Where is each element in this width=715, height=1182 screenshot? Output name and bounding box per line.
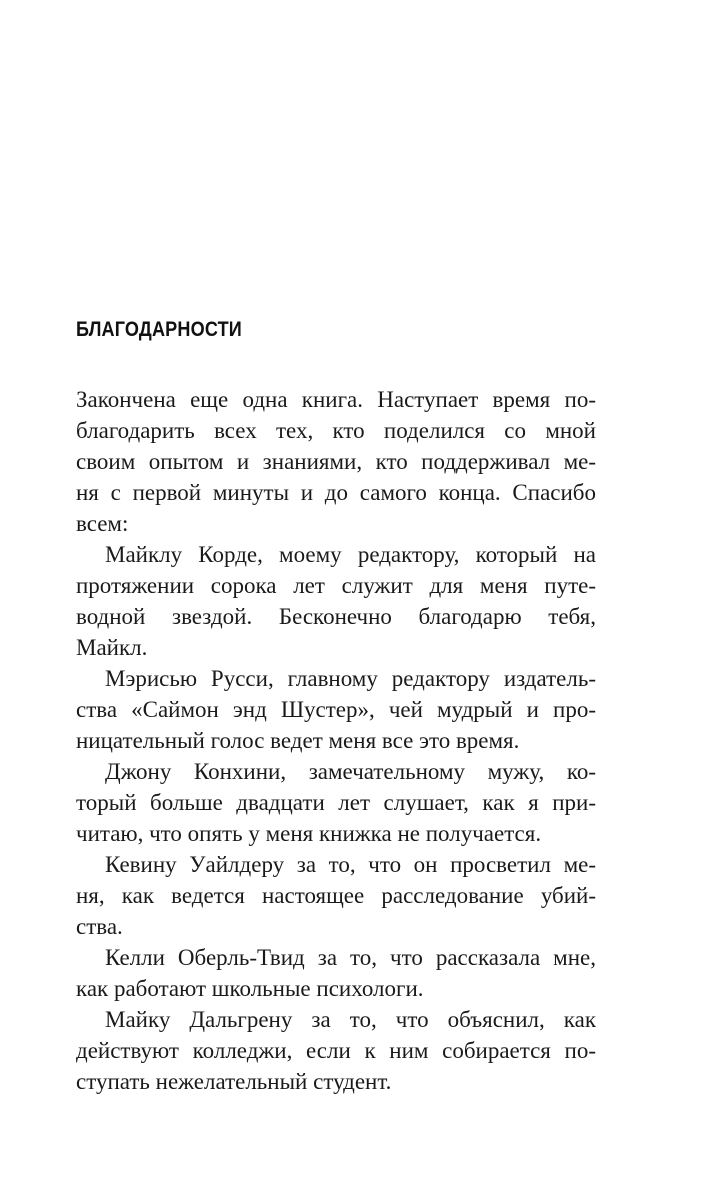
acknowledgements-text	[76, 384, 596, 1097]
text-line: своим опытом и знаниями, кто поддерживал ме-	[76, 449, 596, 474]
text-line: читаю, что опять у меня книжка не получается.	[76, 821, 542, 846]
text-line: ня, как ведется настоящее расследование убий-	[76, 883, 596, 908]
text-line: всем:	[76, 511, 129, 536]
text-line: ства.	[76, 914, 123, 939]
text-line: ницательный голос ведет меня все это время.	[76, 728, 520, 753]
text-line: торый больше двадцати лет слушает, как я при-	[76, 790, 596, 815]
text-line: протяжении сорока лет служит для меня путе-	[76, 573, 596, 598]
text-line: ства «Саймон энд Шустер», чей мудрый и про-	[76, 697, 596, 722]
text-line: Джону Конхини, замечательному мужу, ко-	[105, 759, 596, 784]
text-line: ня с первой минуты и до самого конца. Спасибо	[76, 480, 596, 505]
page-title: БЛАГОДАРНОСТИ	[76, 318, 242, 341]
text-line: Майку Дальгрену за то, что объяснил, как	[105, 1007, 596, 1032]
text-line: действуют колледжи, если к ним собирается по-	[76, 1038, 596, 1063]
text-line: Майклу Корде, моему редактору, который на	[105, 542, 596, 567]
text-line: Келли Оберль-Твид за то, что рассказала мне,	[105, 945, 596, 970]
text-line: Майкл.	[76, 635, 148, 660]
text-line: благодарить всех тех, кто поделился со мной	[76, 418, 596, 443]
text-line: ступать нежелательный студент.	[76, 1069, 392, 1094]
text-line: Кевину Уайлдеру за то, что он просветил ме-	[105, 852, 596, 877]
text-line: Мэрисью Русси, главному редактору издатель-	[105, 666, 596, 691]
text-line: Закончена еще одна книга. Наступает время по-	[76, 387, 596, 412]
text-line: водной звездой. Бесконечно благодарю тебя,	[76, 604, 596, 629]
text-line: как работают школьные психологи.	[76, 976, 424, 1001]
